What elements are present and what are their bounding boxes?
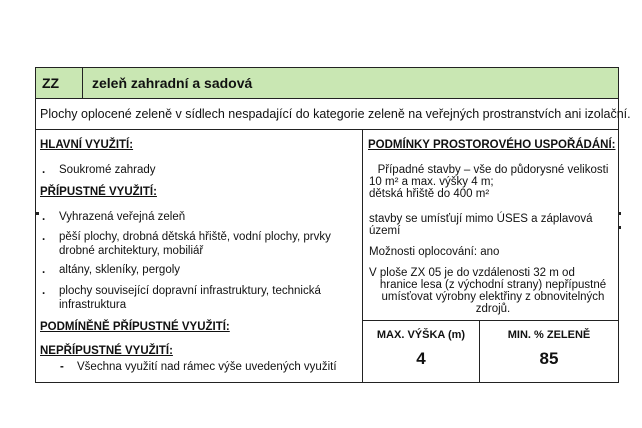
condition-text: 10 m² a max. výšky 4 m;	[369, 176, 494, 188]
max-height-value: 4	[416, 349, 426, 368]
zone-title: zeleň zahradní a sadová	[92, 75, 253, 91]
table-header	[36, 68, 618, 99]
margin-mark	[618, 212, 621, 215]
condition-text: V ploše ZX 05 je do vzdálenosti 32 m od	[369, 267, 575, 279]
permitted-use-heading: PŘÍPUSTNÉ VYUŽITÍ:	[40, 186, 157, 198]
condition-text: území	[369, 225, 401, 237]
margin-mark	[618, 226, 621, 229]
min-green-label: MIN. % ZELENĚ	[507, 329, 591, 341]
prohibited-use-heading: NEPŘÍPUSTNÉ VYUŽITÍ:	[40, 345, 173, 357]
min-green-value: 85	[539, 349, 559, 368]
spatial-conditions-heading: PODMÍNKY PROSTOROVÉHO USPOŘÁDÁNÍ:	[368, 139, 616, 151]
max-height-cell	[363, 321, 480, 382]
use-conditions-panel: HLAVNÍ VYUŽITÍ: . Soukromé zahrady PŘÍPUSTNÉ VYUŽITÍ: . Vyhrazená veřejná zeleň . pěší plochy, drobná dětská hřiště, vodní plochy, prvky drobné architektury, mobiliář . altány, skleníky, pergoly . plochy související dopravní infrastruktury, technická infrastruktura PODMÍNĚNĚ PŘÍPUSTNÉ VYUŽITÍ: NEPŘÍPUSTNÉ VYUŽITÍ: - Všechna využití nad rámec výše uvedených využití	[36, 130, 363, 382]
condition-text: umísťovat výrobny elektřiny z obnovitelných	[381, 291, 605, 303]
main-use-heading: HLAVNÍ VYUŽITÍ:	[40, 139, 134, 151]
zone-code: ZZ	[36, 68, 83, 98]
condition-text: Možnosti oplocování: ano	[369, 246, 500, 258]
condition-text: stavby se umísťují mimo ÚSES a záplavová	[369, 213, 593, 225]
condition-text: Případné stavby – vše do půdorysné velikosti	[377, 164, 609, 176]
margin-mark	[36, 212, 39, 215]
conditional-use-heading: PODMÍNĚNĚ PŘÍPUSTNÉ VYUŽITÍ:	[40, 321, 230, 333]
condition-text: hranice lesa (z východní strany) nepřípustné	[379, 279, 607, 291]
min-green-cell	[480, 321, 618, 382]
condition-text: zdrojů.	[475, 303, 511, 315]
limits-row	[363, 320, 618, 382]
spatial-conditions-panel	[363, 130, 618, 382]
zoning-table	[35, 67, 631, 383]
condition-text: dětská hřiště do 400 m²	[369, 188, 490, 200]
max-height-label: MAX. VÝŠKA (m)	[376, 329, 466, 341]
zone-description: Plochy oplocené zeleně v sídlech nespadající do kategorie zeleně na veřejných prostranstvích ani izolační.	[36, 99, 618, 130]
